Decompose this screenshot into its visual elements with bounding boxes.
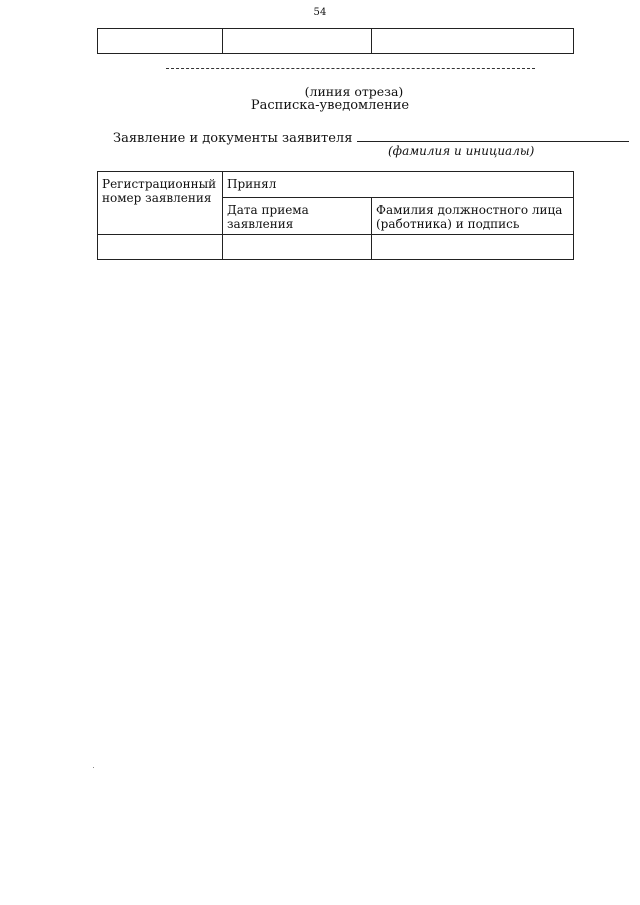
document-title: Расписка-уведомление bbox=[250, 98, 410, 113]
page-number: 54 bbox=[313, 7, 327, 18]
table-row bbox=[98, 235, 574, 260]
cut-line bbox=[166, 68, 535, 69]
receipt-table bbox=[97, 171, 574, 260]
cut-line-caption: (линия отреза) bbox=[304, 84, 404, 99]
reg-number-cell[interactable] bbox=[98, 235, 223, 260]
table-row bbox=[98, 29, 574, 54]
table-row bbox=[98, 172, 574, 198]
table-cell bbox=[98, 29, 223, 54]
top-table-fragment bbox=[97, 28, 574, 54]
official-header: Фамилия должностного лица (работника) и подпись bbox=[372, 198, 574, 235]
table-cell bbox=[372, 29, 574, 54]
reg-number-header: Регистрационный номер заявления bbox=[98, 172, 223, 235]
applicant-name-field[interactable] bbox=[357, 128, 629, 142]
applicant-label: Заявление и документы заявителя bbox=[113, 131, 353, 146]
applicant-name-caption: (фамилия и инициалы) bbox=[388, 144, 535, 158]
scan-speck bbox=[93, 767, 94, 768]
applicant-line bbox=[113, 128, 629, 146]
date-cell[interactable] bbox=[223, 235, 372, 260]
official-cell[interactable] bbox=[372, 235, 574, 260]
accepted-header: Принял bbox=[223, 172, 574, 198]
date-header: Дата приема заявления bbox=[223, 198, 372, 235]
table-cell bbox=[223, 29, 372, 54]
